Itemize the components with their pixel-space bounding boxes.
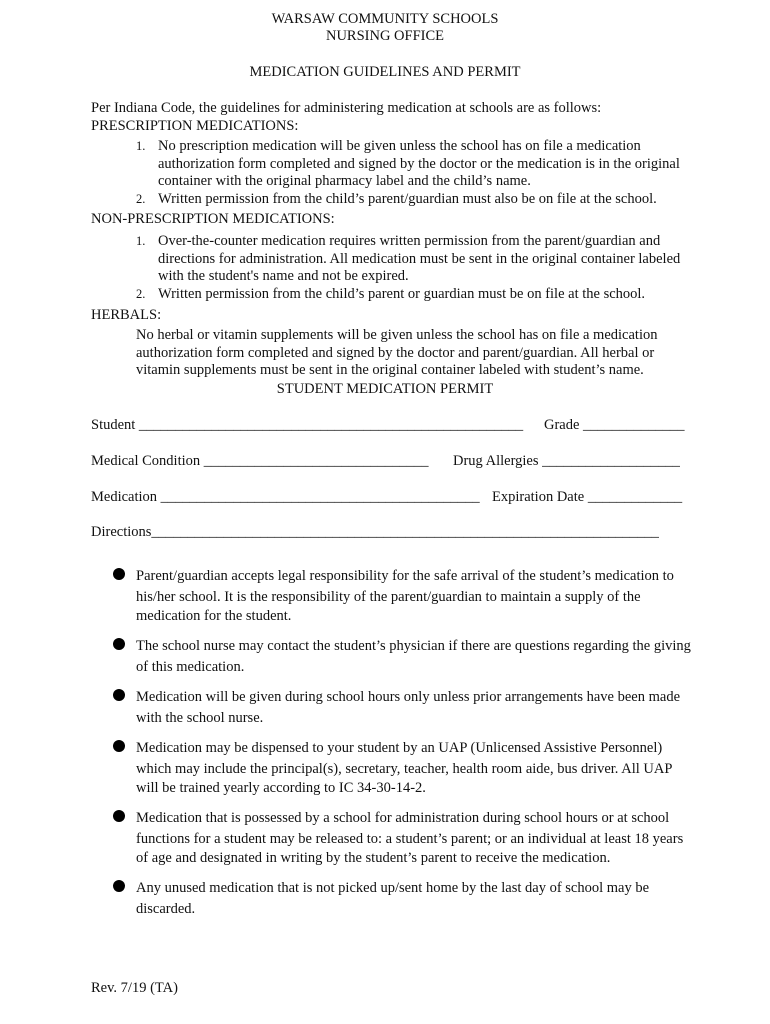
item-number: 1. <box>136 139 146 153</box>
term-line: of age and designated in writing by the student’s parent to receive the medication. <box>136 850 611 866</box>
term-line: Any unused medication that is not picked up/sent home by the last day of school may be <box>136 880 650 896</box>
herbals-line: authorization form completed and signed by the doctor and parent/guardian. All herbal or <box>136 344 655 361</box>
nonprescription-heading: NON-PRESCRIPTION MEDICATIONS: <box>91 211 335 227</box>
medication-field[interactable]: Medication ____________________________________________ <box>91 489 480 505</box>
term-line: Medication that is possessed by a school for administration during school hours or at school <box>136 810 670 826</box>
nonprescription-item-2 <box>136 286 736 304</box>
herbals-line: No herbal or vitamin supplements will be given unless the school has on file a medication <box>136 327 658 343</box>
item-number: 2. <box>136 286 146 301</box>
herbals-text <box>136 327 736 380</box>
prescription-item-1 <box>136 138 736 191</box>
directions-field[interactable]: Directions______________________________________________________________________ <box>91 524 659 540</box>
item-line: No prescription medication will be given unless the school has on file a medication <box>158 138 641 154</box>
intro-text: Per Indiana Code, the guidelines for administering medication at schools are as follows: <box>91 100 602 116</box>
student-field[interactable]: Student _____________________________________________________ <box>91 417 524 433</box>
prescription-heading: PRESCRIPTION MEDICATIONS: <box>91 118 299 134</box>
item-line: Written permission from the child’s parent or guardian must be on file at the school. <box>158 285 646 302</box>
term-line: of this medication. <box>136 659 245 675</box>
herbals-line: vitamin supplements must be sent in the original container labeled with student’s name. <box>136 362 644 378</box>
herbals-heading: HERBALS: <box>91 307 162 323</box>
office-name: NURSING OFFICE <box>325 28 445 44</box>
term-line: with the school nurse. <box>136 710 264 726</box>
drug-allergies-field[interactable]: Drug Allergies ___________________ <box>453 453 680 469</box>
nonprescription-list <box>136 233 736 303</box>
term-line: Parent/guardian accepts legal responsibility for the safe arrival of the student’s medication to <box>136 568 674 584</box>
term-line: will be trained yearly according to IC 34-30-14-2. <box>136 780 426 796</box>
term-line: Medication may be dispensed to your student by an UAP (Unlicensed Assistive Personnel) <box>136 740 663 756</box>
term-line: his/her school. It is the responsibility of the parent/guardian to maintain a supply of the <box>136 589 641 605</box>
term-item <box>113 686 723 727</box>
term-line: The school nurse may contact the student’s physician if there are questions regarding the giving <box>136 638 691 654</box>
bullet-icon <box>113 638 125 650</box>
nonprescription-item-1 <box>136 233 736 286</box>
medical-condition-field[interactable]: Medical Condition _______________________________ <box>91 453 429 469</box>
document-title: MEDICATION GUIDELINES AND PERMIT <box>249 64 521 80</box>
permit-terms-list <box>113 565 723 928</box>
term-line: discarded. <box>136 901 196 917</box>
prescription-list <box>136 138 736 208</box>
term-item <box>113 635 723 676</box>
item-line: container with the original pharmacy label and the child’s name. <box>158 173 531 189</box>
bullet-icon <box>113 689 125 701</box>
term-line: functions for a student may be released to: a student’s parent; or an individual at least 18 years <box>136 831 684 847</box>
revision-footer: Rev. 7/19 (TA) <box>91 980 178 996</box>
term-item <box>113 877 723 918</box>
prescription-item-2 <box>136 191 736 209</box>
grade-field[interactable]: Grade ______________ <box>544 417 685 433</box>
item-line: directions for administration. All medication must be sent in the original container labeled <box>158 250 681 267</box>
bullet-icon <box>113 810 125 822</box>
district-name: WARSAW COMMUNITY SCHOOLS <box>271 11 499 27</box>
bullet-icon <box>113 568 125 580</box>
term-item <box>113 565 723 625</box>
permit-title: STUDENT MEDICATION PERMIT <box>276 381 494 397</box>
item-line: Written permission from the child’s parent/guardian must also be on file at the school. <box>158 190 657 207</box>
item-line: Over-the-counter medication requires written permission from the parent/guardian and <box>158 233 661 249</box>
item-line: authorization form completed and signed by the doctor or the medication is in the original <box>158 155 680 172</box>
term-item <box>113 737 723 797</box>
bullet-icon <box>113 880 125 892</box>
term-item <box>113 807 723 867</box>
term-line: medication for the student. <box>136 608 292 624</box>
term-line: Medication will be given during school hours only unless prior arrangements have been made <box>136 689 681 705</box>
term-line: which may include the principal(s), secretary, teacher, health room aide, bus driver. All UAP <box>136 761 673 777</box>
item-number: 2. <box>136 191 146 206</box>
item-line: with the student's name and not be expired. <box>158 268 409 284</box>
expiration-date-field[interactable]: Expiration Date _____________ <box>492 489 683 505</box>
item-number: 1. <box>136 234 146 248</box>
bullet-icon <box>113 740 125 752</box>
